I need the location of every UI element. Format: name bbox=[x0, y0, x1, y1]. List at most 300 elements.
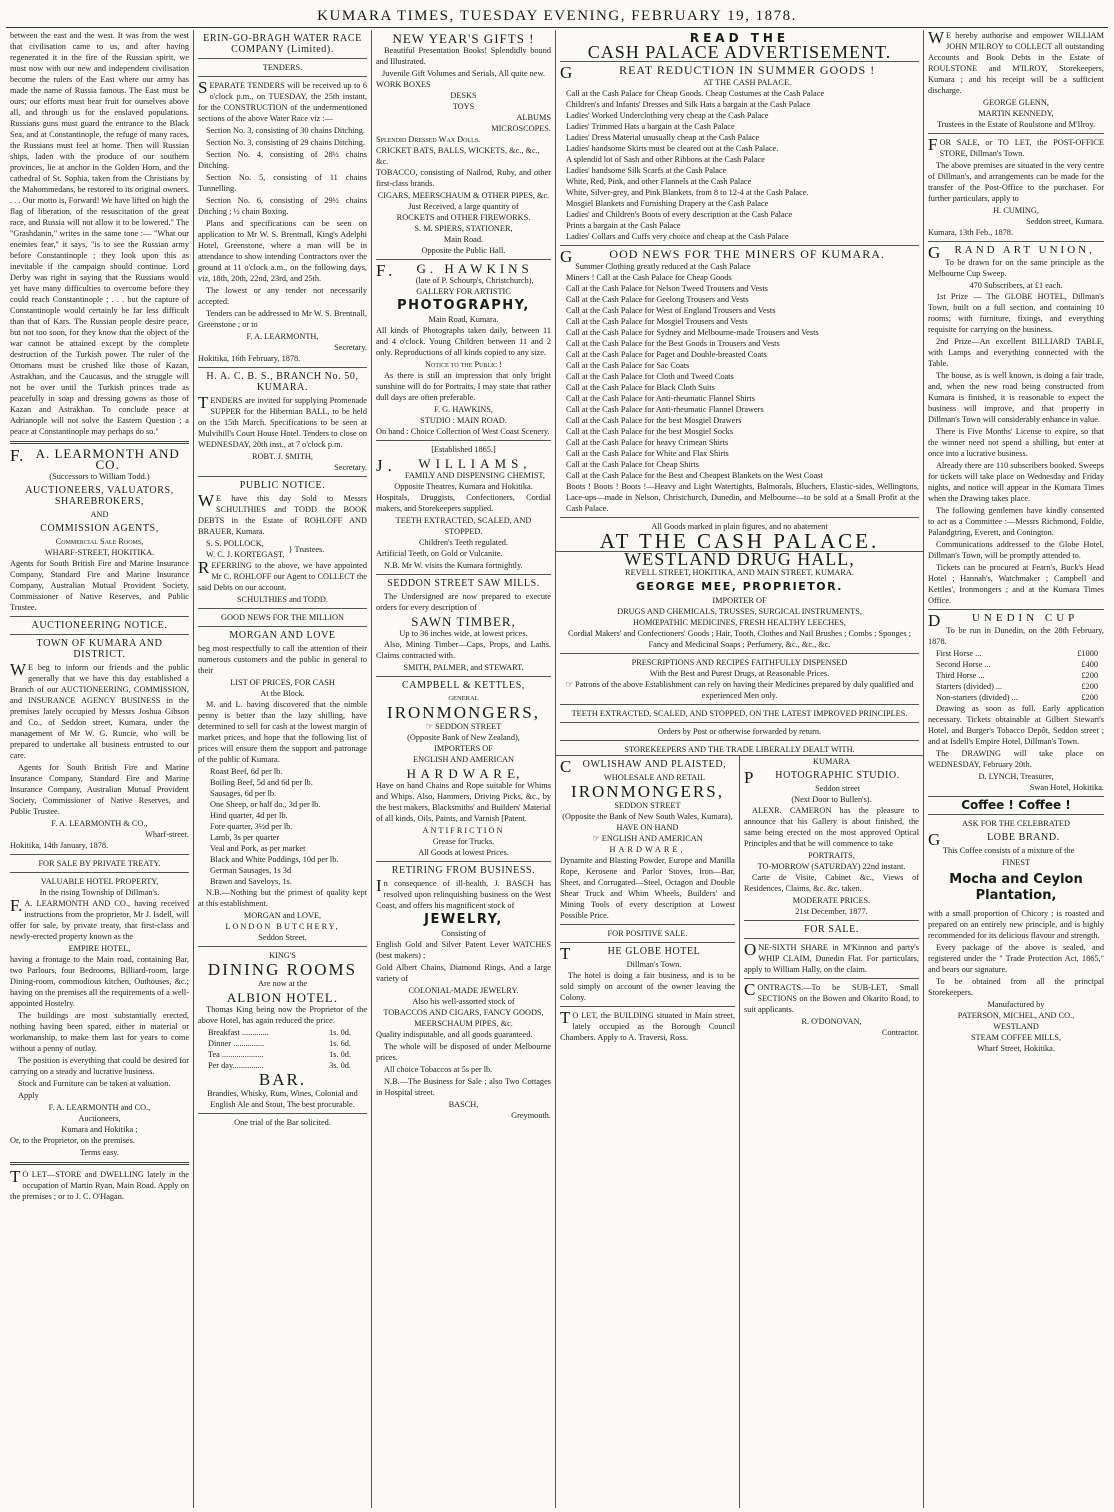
new-years-dolls: Splendid Dressed Wax Dolls. bbox=[376, 135, 481, 144]
hawkins-sub: (late of P. Schourp's, Christchurch), bbox=[415, 276, 534, 285]
price-item: Lamb, 3s per quarter bbox=[210, 833, 280, 842]
divider bbox=[560, 517, 919, 518]
divider bbox=[376, 259, 551, 260]
bar-title: BAR. bbox=[258, 1070, 307, 1089]
miners-item: Call at the Cash Palace for the Best and Cheapest Blankets on the West Coast bbox=[566, 471, 823, 480]
meal-row bbox=[208, 1038, 357, 1049]
prize-row bbox=[936, 681, 1104, 692]
art-union-p6: The following gentlemen have kindly consented to act as a Committee :—Messrs Richmond, Foldie, Palandgtring, Everett, and Conington. bbox=[928, 506, 1104, 537]
art-union-title: GRAND ART UNION, bbox=[928, 243, 1095, 262]
kumara-photo-body: ALEXR. CAMERON has the pleasure to announce that his Gallery is about finished, the same being erected on the most approved Optical Principles and that he will commence to take bbox=[744, 806, 919, 848]
sale-body-3: The buildings are most substantially erected, nothing having been spared, either in material or workmanship, to make them last for years to come without a penny of outlay. bbox=[10, 1011, 189, 1053]
column-4 bbox=[556, 30, 924, 1508]
learmonth-heading: AUCTIONEERS, VALUATORS, SHAREBROKERS, bbox=[25, 485, 174, 507]
reduction-item: Children's and Infants' Dresses and Silk Hats a bargain at the Cash Palace bbox=[566, 100, 811, 109]
reduction-item: Ladies' Dress Material unusually cheap at the Cash Palace bbox=[566, 133, 760, 142]
price-item: Sausages, 6d per lb. bbox=[210, 789, 277, 798]
campbell-imp: IMPORTERS OF bbox=[434, 744, 493, 753]
divider bbox=[376, 861, 551, 862]
gift-item: TOYS bbox=[452, 102, 475, 111]
coffee-body-3: Every package of the above is sealed, and registered under the " Trade Protection Act, 1865," and bears our signature. bbox=[928, 943, 1104, 974]
williams-nb: N.B. Mr W. visits the Kumara fortnightly. bbox=[384, 561, 523, 570]
race-body-4: Tenders can be addressed to Mr W. S. Brentnall, Greenstone ; or to bbox=[198, 309, 367, 329]
retiring-tobacco: TOBACCOS AND CIGARS, FANCY GOODS, MEERSCHAUM PIPES, &c. bbox=[383, 1008, 544, 1028]
divider bbox=[560, 653, 919, 654]
reduction-item: Call at the Cash Palace for Cheap Goods. Cheap Costumes at the Cash Palace bbox=[566, 89, 825, 98]
williams-est: [Established 1865.] bbox=[431, 445, 496, 454]
miners-item: Call at the Cash Palace for Sac Coats bbox=[566, 361, 690, 370]
race-body-2: Plans and specifications can be seen on application to Mr W. S. Brentnall, King's Adelphi Hotel, Greenstone, where a man will be in attendance to show intending Contractors over the ground at 11 o'clock a.m., on the following days, viz, 18th, 20th, 22nd, 23rd, and 25th. bbox=[198, 219, 367, 283]
learmonth-heading-2: COMMISSION AGENTS, bbox=[40, 523, 159, 534]
divider bbox=[744, 978, 919, 979]
miners-item: Call at the Cash Palace for Geelong Trousers and Vests bbox=[566, 295, 749, 304]
divider bbox=[560, 245, 919, 246]
retiring-also: Also his well-assorted stock of bbox=[412, 997, 515, 1006]
lower-left bbox=[556, 756, 740, 1508]
williams-body: Hospitals, Druggists, Confectioners, Cordial makers, and Storekeepers supplied. bbox=[376, 493, 551, 513]
dunedin-cup-body: To be run in Dunedin, on the 28th February, 1878. bbox=[928, 626, 1104, 646]
divider bbox=[198, 626, 367, 627]
hawkins-road: Main Road, Kumara. bbox=[428, 315, 499, 324]
divider bbox=[198, 76, 367, 77]
art-union-p3: The house, as is well known, is doing a fair trade, and, when the new road being constructed from Kumara is finished, it is reasonable to expect the business will improve, and that property in Dillman's Town will considerably enhance in value. bbox=[928, 371, 1104, 424]
williams-teeth: TEETH EXTRACTED, SCALED, AND STOPPED. bbox=[395, 516, 532, 536]
miners-item: Call at the Cash Palace for Paget and Double-breasted Coats bbox=[566, 350, 767, 359]
prize-name: Second Horse ... bbox=[936, 660, 991, 669]
reduction-item: Ladies' handsome Skirts must be cleared out at the Cash Palace. bbox=[566, 144, 779, 153]
hawkins-notice: Notice to the Public ! bbox=[425, 360, 502, 369]
divider bbox=[560, 924, 735, 925]
trustee-2: W. C. J. KORTEGAST, bbox=[206, 550, 285, 559]
sale-body-4: The position is everything that could be desired for carrying on a steady and lucrative business. bbox=[10, 1056, 189, 1076]
prize-name: Starters (divided) ... bbox=[936, 682, 1003, 691]
miners-item: Miners ! Call at the Cash Palace for Cheap Goods bbox=[566, 273, 732, 282]
hawkins-title: F.G. HAWKINS bbox=[376, 261, 533, 280]
kumara-photo-studio: PHOTOGRAPHIC STUDIO. bbox=[744, 768, 900, 787]
price-item: One Sheep, or half do., 3d per lb. bbox=[210, 800, 321, 809]
race-section: Section No. 6, consisting of 29½ chains Ditching ; ½ chain Boxing. bbox=[198, 196, 367, 216]
kumara-photo-street: Seddon street bbox=[815, 784, 860, 793]
williams-art: Artificial Teeth, on Gold or Vulcanite. bbox=[376, 549, 503, 558]
williams-opp: Opposite Theatres, Kumara and Hokitika. bbox=[394, 482, 533, 491]
prize-name: First Horse ... bbox=[936, 649, 982, 658]
miners-item: Call at the Cash Palace for Mosgiel Trousers and Vests bbox=[566, 317, 748, 326]
miners-item: Summer Clothing greatly reduced at the Cash Palace bbox=[575, 262, 751, 271]
divider bbox=[376, 676, 551, 677]
williams-sub: FAMILY AND DISPENSING CHEMIST, bbox=[404, 471, 545, 480]
reduction-item: Ladies' and Children's Boots of every description at the Cash Palace bbox=[566, 210, 793, 219]
price-item: Veal and Pork, as per market bbox=[210, 844, 306, 853]
learmonth-heading-4: WHARF-STREET, HOKITIKA. bbox=[44, 548, 155, 557]
contracts-sig-2: Contractor. bbox=[881, 1028, 919, 1037]
divider bbox=[10, 854, 189, 855]
learmonth-sub: (Successors to William Todd.) bbox=[49, 472, 150, 481]
sale-sig-2: Auctioneers, bbox=[78, 1114, 121, 1123]
mcilroy-body: WE hereby authorise and empower WILLIAM JOHN M'ILROY to COLLECT all outstanding Accounts and Book Debts in the Estate of ROULSTONE and M'ILROY, Storekeepers, Kumara ; and his receipt will be a sufficient discharge. bbox=[928, 30, 1104, 95]
to-let-body: TO LET—STORE and DWELLING lately in the occupation of Martin Ryan, Main Road. Apply on the premises ; or to J. C. O'Hagan. bbox=[10, 1167, 189, 1201]
cowlishaw-eng-text: ENGLISH AND AMERICAN bbox=[601, 834, 703, 843]
dining-body: Thomas King being now the Proprietor of the above Hotel, has again reduced the price. bbox=[198, 1005, 367, 1025]
dunedin-cup-sig: D. LYNCH, Treasurer, bbox=[978, 772, 1054, 781]
retiring-town: Greymouth. bbox=[511, 1111, 551, 1120]
drug-hall-teeth: TEETH EXTRACTED, SCALED, AND STOPPED, ON THE LATEST IMPROVED PRINCIPLES. bbox=[571, 709, 908, 718]
drug-hall-street: REVELL STREET, HOKITIKA, AND MAIN STREET, KUMARA. bbox=[625, 568, 854, 577]
saw-timber: SAWN TIMBER, bbox=[411, 614, 516, 629]
prize-name: Non-starters (divided) ... bbox=[936, 693, 1018, 702]
coffee-body-2: with a small proportion of Chicory ; is roasted and prepared on an entirely new principle, and is highly recommended for its delicious flavour and strength. bbox=[928, 909, 1104, 940]
to-let-building: TO LET, the BUILDING situated in Main street, lately occupied as the Borough Council Chambers. Apply to A. Traversi, Ross. bbox=[560, 1008, 735, 1042]
coffee-title: Coffee ! Coffee ! bbox=[961, 798, 1071, 812]
good-news-miners-title: GOOD NEWS FOR THE MINERS OF KUMARA. bbox=[560, 247, 885, 266]
retiring-whole: The whole will be disposed of under Melbourne prices. bbox=[376, 1042, 551, 1062]
meal-price: 1s. 0d. bbox=[329, 1028, 351, 1037]
hawkins-body: All kinds of Photographs taken daily, between 11 and 4 o'clock. Young Children between 11 and 2 only. Reproductions of all kinds copied to any size. bbox=[376, 326, 551, 357]
new-years-body-2: Juvenile Gift Volumes and Serials, All quite new. bbox=[382, 69, 545, 78]
campbell-ironmongers: IRONMONGERS, bbox=[387, 703, 540, 722]
gift-item: ALBUMS bbox=[516, 113, 551, 122]
read-the: READ THE bbox=[689, 31, 790, 45]
new-years-just: Just Received, a large quantity of bbox=[408, 202, 519, 211]
for-sale-title: FOR SALE. bbox=[804, 924, 859, 935]
kumara-photo-moderate: MODERATE PRICES. bbox=[792, 896, 871, 905]
saw-body: The Undersigned are now prepared to execute orders for every description of bbox=[376, 592, 551, 612]
town-date: Hokitika, 14th January, 1878. bbox=[10, 841, 109, 850]
hawkins-photography: PHOTOGRAPHY, bbox=[397, 298, 530, 313]
dunedin-cup-sig-2: Swan Hotel, Hokitika. bbox=[1029, 783, 1104, 792]
meal-price: 1s. 6d. bbox=[329, 1039, 351, 1048]
reduction-list bbox=[560, 88, 919, 242]
divider bbox=[198, 58, 367, 59]
prize-amount: £200 bbox=[1081, 671, 1098, 680]
price-item: Boiling Beef, 5d and 6d per lb. bbox=[210, 778, 313, 787]
divider bbox=[928, 609, 1104, 610]
cowlishaw-body: Dynamite and Blasting Powder, Europe and Manilla Rope, Kerosene and Parlor Stoves, Iron—Bar, Sheet, and Corrugated—Steel, Octagon and Double Shear Truck and Whim Wheels, Builders' and Mining Tools of every description at Lowest Possible Price. bbox=[560, 856, 735, 920]
spiers-road: Main Road. bbox=[443, 235, 484, 244]
hawkins-body-2: As there is still an impression that only bright sunshine will do for Portraits, I may state that rather dull days are often preferable. bbox=[376, 371, 551, 402]
reduction-item: Ladies' Trimmed Hats a bargain at the Cash Palace bbox=[566, 122, 735, 131]
saw-sig: SMITH, PALMER, and STEWART. bbox=[403, 663, 524, 672]
reduction-item: Ladies' Collars and Cuffs very choice and cheap at the Cash Palace bbox=[566, 232, 789, 241]
reduction-item: A splendid lot of Sash and other Ribbons at the Cash Palace bbox=[566, 155, 765, 164]
sale-title: FOR SALE BY PRIVATE TREATY. bbox=[38, 859, 161, 868]
campbell-eng: ENGLISH AND AMERICAN bbox=[413, 755, 514, 764]
dining-rooms-title: DINING ROOMS bbox=[207, 960, 358, 979]
race-title: ERIN-GO-BRAGH WATER RACE COMPANY (Limited). bbox=[203, 33, 362, 55]
pointing-hand-icon: ☞ bbox=[592, 834, 602, 843]
mocha-ceylon: Mocha and Ceylon Plantation, bbox=[949, 872, 1083, 903]
saw-body-2: Also, Mining Timber—Caps, Props, and Laths. Claims contracted with. bbox=[376, 640, 551, 660]
reduction-item: White, Silver-grey, and Pink Blankets, from 8 to 12-4 at the Cash Palace. bbox=[566, 188, 809, 197]
learmonth-heading-3: Commercial Sale Rooms, bbox=[55, 537, 144, 546]
kumara-photo-next: (Next Door to Bullen's). bbox=[791, 795, 872, 804]
saw-mills-title: SEDDON STREET SAW MILLS. bbox=[387, 578, 540, 589]
meal-name: Breakfast ............. bbox=[208, 1028, 269, 1037]
divider bbox=[10, 634, 189, 635]
learmonth-body: Agents for South British Fire and Marine Insurance Company, Standard Fire and Marine Insurance Company, Australian Mutual Provident Society, Commissioner of Native Reserves, and Public Trustee. bbox=[10, 559, 189, 612]
meal-name: Per day............... bbox=[208, 1061, 264, 1070]
drug-hall-ad bbox=[556, 551, 923, 755]
divider bbox=[198, 1113, 367, 1114]
globe-brand: GLOBE BRAND. bbox=[928, 830, 1060, 849]
coffee-ask: ASK FOR THE CELEBRATED bbox=[962, 819, 1070, 828]
reduction-item: Prints a bargain at the Cash Palace bbox=[566, 221, 681, 230]
public-notice-sig: SCHULTHIES and TODD. bbox=[237, 595, 328, 604]
mcilroy-sig-3: Trustees in the Estate of Roulstone and M'Ilroy. bbox=[936, 120, 1096, 129]
morgan-love-sig: MORGAN and LOVE, bbox=[243, 911, 322, 920]
race-section: Section No. 5, consisting of 11 chains Tunnelling. bbox=[198, 173, 367, 193]
meal-row bbox=[208, 1049, 357, 1060]
art-union-p4: There is Five Months' License to expire, so that the winner need not spend a shilling, but enter at once into a lucrative business. bbox=[928, 427, 1104, 458]
miners-item: Call at the Cash Palace for Anti-rheumatic Flannel Drawers bbox=[566, 405, 764, 414]
sale-heading-2: In the rising Township of Dillman's. bbox=[39, 888, 160, 897]
bar-trial: One trial of the Bar solicited. bbox=[234, 1118, 331, 1127]
cowlishaw-street: SEDDON STREET bbox=[614, 801, 681, 810]
art-union-body: To be drawn for on the same principle as the Melbourne Cup Sweep. bbox=[928, 258, 1104, 278]
kumara-photo-portraits: PORTRAITS, bbox=[808, 851, 855, 860]
kumara-photo-date: 21st December, 1877. bbox=[795, 907, 868, 916]
race-section: Section No. 3, consisting of 30 chains Ditching. bbox=[206, 126, 366, 135]
positive-sale-title: FOR POSITIVE SALE. bbox=[607, 929, 688, 938]
kings-label: KING'S bbox=[269, 951, 296, 960]
sale-empire: EMPIRE HOTEL, bbox=[68, 944, 131, 953]
hawkins-studio: STUDIO : MAIN ROAD. bbox=[420, 416, 507, 425]
divider bbox=[10, 1162, 189, 1165]
bar-body: Brandies, Whisky, Rum, Wines, Colonial and English Ale and Stout, The best procurable. bbox=[207, 1089, 358, 1109]
drug-hall-proprietor: GEORGE MEE, PROPRIETOR. bbox=[636, 580, 843, 593]
campbell-street bbox=[376, 721, 551, 732]
mcilroy-sig-1: GEORGE GLENN, bbox=[983, 98, 1049, 107]
coffee-wharf: Wharf Street, Hokitika. bbox=[977, 1044, 1055, 1053]
miners-item: Call at the Cash Palace for White and Flax Shirts bbox=[566, 449, 729, 458]
race-date: Hokitika, 16th February, 1878. bbox=[198, 354, 301, 363]
sale-sig-3: Kumara and Hokitika ; bbox=[61, 1125, 138, 1134]
divider bbox=[928, 133, 1104, 134]
prize-table bbox=[928, 648, 1104, 703]
lower-right bbox=[740, 756, 923, 1508]
kumara-photo-title: KUMARA bbox=[813, 757, 850, 766]
race-sig-2: Secretary. bbox=[334, 343, 367, 352]
gift-item: MICROSCOPES. bbox=[491, 124, 551, 133]
dunedin-cup-title: DUNEDIN CUP bbox=[928, 611, 1079, 630]
great-reduction-at: AT THE CASH PALACE. bbox=[703, 78, 792, 87]
miners-item: Call at the Cash Palace for heavy Crimean Shirts bbox=[566, 438, 729, 447]
trustees bbox=[198, 538, 367, 560]
divider bbox=[744, 920, 919, 921]
morgan-love-nb: N.B.—Nothing but the primest of quality kept at this establishment. bbox=[198, 888, 367, 908]
hacb-sig: ROBT. J. SMITH, bbox=[252, 452, 313, 461]
at-the-cash-palace: AT THE CASH PALACE. bbox=[599, 529, 880, 553]
post-office-date: Kumara, 13th Feb., 1878. bbox=[928, 228, 1014, 237]
price-item: Fore quarter, 3½d per lb. bbox=[210, 822, 293, 831]
miners-item: Call at the Cash Palace for the best Mosgiel Drawers bbox=[566, 416, 742, 425]
race-section: Section No. 4, consisting of 28½ chains Ditching. bbox=[198, 150, 367, 170]
race-section: Section No. 3, consisting of 29 chains Ditching. bbox=[206, 138, 366, 147]
divider bbox=[198, 367, 367, 368]
miners-item: Call at the Cash Palace for Cheap Shirts bbox=[566, 460, 699, 469]
sale-apply: Apply bbox=[18, 1091, 39, 1100]
morgan-love-block: At the Block. bbox=[260, 689, 305, 698]
art-union-subs: 470 Subscribers, at £1 each. bbox=[969, 281, 1063, 290]
new-years-rockets: ROCKETS and OTHER FIREWORKS. bbox=[396, 213, 531, 222]
new-years-tobacco: TOBACCO, consisting of Nailrod, Ruby, and other first-class brands. bbox=[376, 168, 551, 188]
miners-list bbox=[560, 261, 919, 481]
albion-hotel: ALBION HOTEL. bbox=[226, 990, 339, 1005]
divider bbox=[376, 440, 551, 441]
retiring-nb: N.B.—The Business for Sale ; also Two Cottages in Hospital street. bbox=[376, 1077, 551, 1097]
divider bbox=[198, 476, 367, 477]
sale-sig: F. A. LEARMONTH and CO., bbox=[48, 1103, 151, 1112]
meal-prices bbox=[198, 1027, 367, 1071]
great-reduction-title: GREAT REDUCTION IN SUMMER GOODS ! bbox=[560, 63, 876, 82]
post-office-sig: H. CUMING, bbox=[993, 206, 1039, 215]
retiring-sig: BASCH, bbox=[448, 1100, 479, 1109]
miners-item: Call at the Cash Palace for Anti-rheumatic Flannel Shirts bbox=[566, 394, 755, 403]
retiring-body: In consequence of ill-health, J. BASCH has resolved upon relinquishing business on the West Coast, and offers his magnificent stock of bbox=[376, 876, 551, 910]
divider bbox=[560, 704, 919, 705]
retiring-cons: Consisting of bbox=[441, 929, 486, 938]
price-item: Hind quarter, 4d per lb. bbox=[210, 811, 288, 820]
race-body-3: The lowest or any tender not necessarily accepted. bbox=[198, 286, 367, 306]
coffee-maker: PATERSON, MICHEL, AND CO., bbox=[957, 1011, 1075, 1020]
race-sig: F. A. LEARMONTH, bbox=[246, 332, 319, 341]
hawkins-gallery: GALLERY FOR ARTISTIC bbox=[416, 287, 511, 296]
reduction-item: White, Red, Pink, and other Flannels at the Cash Palace bbox=[566, 177, 752, 186]
mcilroy-sig-2: MARTIN KENNEDY, bbox=[978, 109, 1054, 118]
cash-palace-title: CASH PALACE ADVERTISEMENT. bbox=[587, 42, 892, 62]
miners-boots: Boots ! Boots ! Boots !—Heavy and Light Watertights, Balmorals, Bluchers, Elastic-sides, Wellingtons, Lace-ups—made in Nelson, Christchurch, Dunedin, and Melbourne—to be sold at a Small Profit at the Cash Palace. bbox=[566, 482, 919, 513]
prize-row bbox=[936, 692, 1104, 703]
new-years-body: Beautiful Presentation Books! Splendidly bound and Illustrated. bbox=[376, 46, 551, 66]
morgan-love-body-2: M. and L. having discovered that the nimble penny is better than the lazy shilling, have determined to sell for cash at the lowest margin of market prices, and hope that the following list of prices will ensure them the support and patronage of the public of Kumara. bbox=[198, 700, 367, 764]
miners-item: Call at the Cash Palace for West of England Trousers and Vests bbox=[566, 306, 776, 315]
town-body: WE beg to inform our friends and the public generally that we have this day established a Branch of our AUCTIONEERING, COMMISSION, and INSURANCE AGENCY BUSINESS in the premises lately occupied by Messrs Joshua Gibson and Co., of Seddon street, Kumara, under the management of Mr W. G. Runcie, who will be prepared to undertake all business entrusted to our care. bbox=[10, 660, 189, 760]
campbell-body: Have on hand Chains and Rope suitable for Whims and Whips. Also, Hammers, Driving Picks, &c., by the best makers, Blacksmiths' and Builders' Material of all kinds, Oils, Paints, and Varnish [Patent. bbox=[376, 781, 551, 823]
town-title: TOWN OF KUMARA AND DISTRICT. bbox=[36, 638, 163, 660]
saw-up: Up to 36 inches wide, at lowest prices. bbox=[399, 629, 528, 638]
campbell-general: GENERAL bbox=[448, 695, 479, 702]
post-office-body-2: The above premises are situated in the very centre of Dillman's, and arrangements can be made for the transfer of the Post-Office to the purchaser. For further particulars, apply to bbox=[928, 161, 1104, 203]
retiring-colonial: COLONIAL-MADE JEWELRY. bbox=[408, 986, 519, 995]
columns bbox=[6, 30, 1108, 1508]
kumara-photo-tomorrow: TO-MORROW (SATURDAY) 22nd instant. bbox=[757, 862, 906, 871]
miners-item: Call at the Cash Palace for Nelson Tweed Trousers and Vests bbox=[566, 284, 768, 293]
divider bbox=[560, 722, 919, 723]
art-union-prize-1: 1st Prize — The GLOBE HOTEL, Dillman's Town, built on a full section, and containing 10 rooms; with furniture, fixings, and everything requisite for carrying on the business. bbox=[928, 292, 1104, 334]
column-2 bbox=[194, 30, 372, 1508]
meal-price: 3s. 0d. bbox=[329, 1061, 351, 1070]
art-union-prize-2: 2nd Prize—An excellent BILLIARD TABLE, with Lamps and everything connected with the Table. bbox=[928, 337, 1104, 368]
prize-amount: £200 bbox=[1081, 693, 1098, 702]
hacb-title: H. A. C. B. S., BRANCH No. 50, KUMARA. bbox=[206, 371, 359, 393]
cowlishaw-opp: (Opposite the Bank of New South Wales, Kumara), bbox=[562, 812, 733, 821]
drug-hall-orders: Orders by Post or otherwise forwarded by return. bbox=[657, 727, 822, 736]
campbell-goods: All Goods at lowest Prices. bbox=[418, 848, 509, 857]
morgan-love-list: LIST OF PRICES, FOR CASH bbox=[230, 678, 335, 687]
cash-palace-ad bbox=[556, 30, 923, 551]
gift-item: DESKS bbox=[450, 91, 477, 100]
post-office-body: FOR SALE, or TO LET, the POST-OFFICE STORE, Dillman's Town. bbox=[928, 135, 1104, 158]
drug-hall-title: WESTLAND DRUG HALL, bbox=[624, 549, 855, 569]
divider bbox=[928, 796, 1104, 797]
reduction-item: Ladies' Worked Underclothing very cheap at the Cash Palace bbox=[566, 111, 769, 120]
hacb-body: TENDERS are invited for supplying Promenade SUPPER for the Hibernian BALL, to be held on the 15th March. Specifications to be seen at Mulvihill's Court House Hotel. Tenders to close on WEDNESDAY, 20th inst., at 7 o'clock p.m. bbox=[198, 393, 367, 449]
miners-item: Call at the Cash Palace for the Best Goods in Trousers and Vests bbox=[566, 339, 780, 348]
drug-hall-presc-3-text: Patrons of the above Establishment can rely on having their Medicines prepared by duly qualified and experienced Men only. bbox=[575, 680, 914, 700]
sale-body: F.A. LEARMONTH AND CO., having received instructions from the proprietor, Mr J. Isdell, will offer for sale, by private treaty, that first-class and newly-erected property known as the bbox=[10, 896, 189, 941]
divider bbox=[744, 938, 919, 939]
globe-hotel-town: Dillman's Town. bbox=[626, 960, 682, 969]
coffee-mills: STEAM COFFEE MILLS, bbox=[970, 1033, 1062, 1042]
divider bbox=[198, 608, 367, 609]
pointing-hand-icon: ☞ bbox=[425, 722, 436, 731]
contracts-sig: R. O'DONOVAN, bbox=[801, 1017, 862, 1026]
campbell-title: CAMPBELL & KETTLES, bbox=[402, 680, 525, 691]
drug-hall-imp-2: HOMŒPATHIC MEDICINES, FRESH HEALTHY LEECHES, bbox=[633, 618, 846, 627]
miners-item: Call at the Cash Palace for the best Mosgiel Socks bbox=[566, 427, 734, 436]
miners-item: Call at the Cash Palace for Black Cloth Suits bbox=[566, 383, 715, 392]
learmonth-and: AND bbox=[90, 510, 109, 519]
divider bbox=[10, 441, 189, 444]
divider bbox=[560, 740, 919, 741]
sale-body-2: having a frontage to the Main road, containing Bar, two Parlours, four Bedrooms, Billiard-room, large Dining-room, commodious kitchen, Outhouses, &c.; having on the premises all the requirements of a well-appointed Hostelry. bbox=[10, 955, 189, 1008]
price-item: Brawn and Saveloys, 1s. bbox=[210, 877, 292, 886]
cowlishaw-have: HAVE ON HAND bbox=[616, 823, 679, 832]
sale-terms: Terms easy. bbox=[80, 1148, 119, 1157]
coffee-finest: FINEST bbox=[1001, 858, 1031, 867]
campbell-opp: (Opposite Bank of New Zealand), bbox=[407, 733, 520, 742]
cowlishaw-ironmongers: IRONMONGERS, bbox=[571, 782, 724, 801]
new-years-cigars: CIGARS, MEERSCHAUM & OTHER PIPES, &c. bbox=[377, 191, 550, 200]
spiers-opp: Opposite the Public Hall. bbox=[421, 246, 506, 255]
art-union-p8: Tickets can be procured at Fearn's, Buck's Head Hotel ; Hannah's, Watchmaker ; Campbell and Kettles', Ironmongers ; and at the Kumara Times Office. bbox=[928, 563, 1104, 605]
coffee-body-4: To be obtained from all the principal Storekeepers. bbox=[928, 977, 1104, 997]
price-item: German Sausages, 1s 3d bbox=[210, 866, 292, 875]
meal-row bbox=[208, 1027, 357, 1038]
gift-items bbox=[376, 79, 551, 134]
williams-child: Children's Teeth regulated. bbox=[418, 538, 508, 547]
contracts-body: CONTRACTS.—To be SUB-LET, Small SECTIONS on the Bowen and Okarito Road, to suit applicants. bbox=[744, 980, 919, 1014]
art-union-p5: Already there are 110 subscribers booked. Sweeps for tickets will take place on Wednesday and Friday nights, and notice will appear in the Kumara Times when the Drawing takes place. bbox=[928, 461, 1104, 503]
new-years-gifts-title: NEW YEAR'S GIFTS ! bbox=[392, 31, 535, 46]
hacb-sig-2: Secretary. bbox=[334, 463, 367, 472]
spiers-sig: S. M. SPIERS, STATIONER, bbox=[414, 224, 513, 233]
retiring-choice: All choice Tobaccos at 5s per lb. bbox=[384, 1065, 493, 1074]
divider bbox=[10, 872, 189, 873]
divider bbox=[376, 574, 551, 575]
drug-hall-store: STOREKEEPERS AND THE TRADE LIBERALLY DEALT WITH. bbox=[624, 745, 855, 754]
morgan-love-title: MORGAN AND LOVE bbox=[229, 630, 336, 641]
reduction-item: Ladies' handsome Silk Scarfs at the Cash Palace bbox=[566, 166, 727, 175]
drug-hall-presc: PRESCRIPTIONS AND RECIPES FAITHFULLY DISPENSED bbox=[631, 658, 848, 667]
prize-amount: £400 bbox=[1081, 660, 1098, 669]
hawkins-sig: F. G. HAWKINS, bbox=[434, 405, 493, 414]
race-body: SEPARATE TENDERS will be received up to 6 o'clock p.m., on TUESDAY, the 25th instant, for the CONSTRUCTION of the undermentioned sections of the above Water Race viz :— bbox=[198, 78, 367, 123]
price-item: Black and White Puddings, 10d per lb. bbox=[210, 855, 339, 864]
prize-row bbox=[936, 659, 1104, 670]
cowlishaw-wholesale: WHOLESALE AND RETAIL bbox=[603, 773, 706, 782]
coffee-westland: WESTLAND bbox=[993, 1022, 1039, 1031]
learmonth-title: F.A. LEARMONTH AND CO. bbox=[10, 446, 180, 472]
drug-hall-imp-3: Cordial Makers' and Confectioners' Goods ; Hair, Tooth, Clothes and Nail Brushes ; Combs ; Sponges ; Fancy and Medicinal Soaps ; Perfumery, &c., &c., &c. bbox=[568, 629, 911, 649]
trustees-label: } Trustees. bbox=[288, 544, 325, 554]
race-tenders: TENDERS. bbox=[262, 63, 303, 72]
post-office-sig-2: Seddon street, Kumara. bbox=[1026, 217, 1104, 226]
morgan-love-body: beg most respectfully to call the attention of their numerous customers and the public in general to their bbox=[198, 644, 367, 675]
art-union-p7: Communications addressed to the Globe Hotel, Dillman's Town, will be promptly attended to. bbox=[928, 540, 1104, 560]
meal-name: Dinner ............... bbox=[208, 1039, 265, 1048]
trustee-1: S. S. POLLOCK, bbox=[206, 539, 264, 548]
miners-item: Call at the Cash Palace for Sydney and Melbourne-made Trousers and Vests bbox=[566, 328, 819, 337]
